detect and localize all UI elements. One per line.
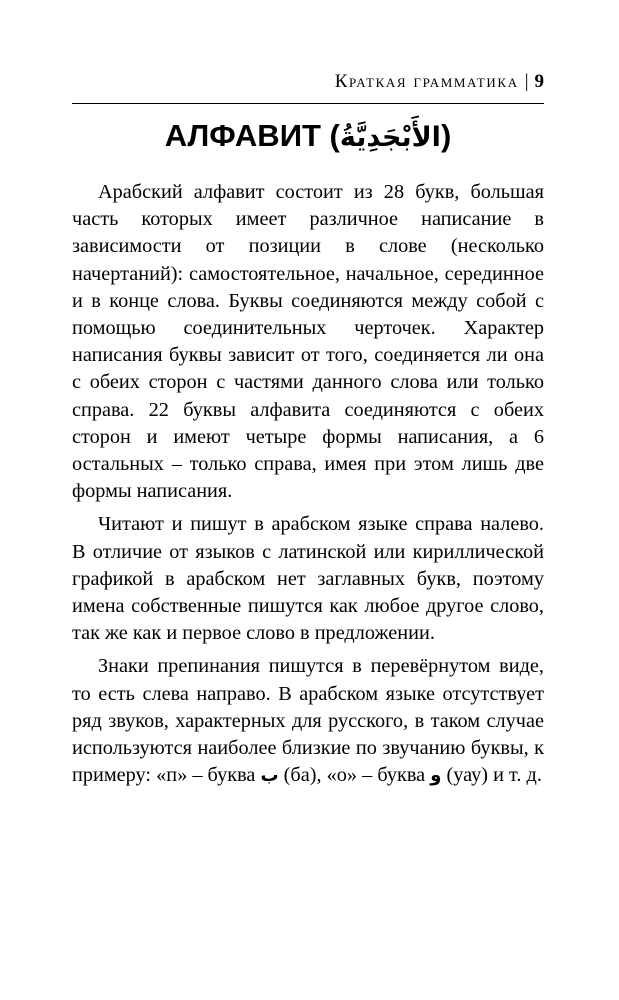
header-rule	[72, 103, 544, 104]
section-title: Краткая грамматика	[334, 71, 519, 92]
header-separator: |	[524, 71, 529, 92]
paragraph-punctuation-part2: (ба), «о» – буква	[283, 764, 426, 787]
paragraph-alphabet: Арабский алфавит состоит из 28 букв, большая часть которых имеет различное написание в зависимости от позиции в слове (несколько начертаний): самостоятельное, начальное, серединное и в конце слова. Буквы соединяются между собой с помощью соединительных черточек. Характер написания буквы зависит от того, соединяется ли она с обеих сторон с частями данного слова или только справа. 22 буквы алфавита соединяются с обеих сторон и имеют четыре формы написания, а 6 остальных – только справа, имея при этом лишь две формы написания.	[72, 181, 544, 503]
paragraph-punctuation-part1: Знаки препинания пишутся в перевёрнутом виде, то есть слева направо. В арабском языке отсутствует ряд звуков, характерных для русского, в таком случае используются наиболее близкие по звучанию буквы, к примеру: «п» – буква	[72, 655, 544, 787]
chapter-title-arabic: الأَبْجَدِيَّةُ	[339, 122, 441, 153]
paragraph-punctuation-part3: (уау) и т. д.	[446, 764, 542, 787]
arabic-letter-ba: ب	[260, 765, 279, 787]
page-number: 9	[534, 71, 544, 92]
body-text	[72, 179, 544, 795]
chapter-title-paren-close: )	[440, 118, 452, 153]
running-header	[72, 70, 544, 94]
chapter-title-text: АЛФАВИТ	[164, 118, 321, 153]
paragraph-punctuation	[72, 653, 544, 789]
chapter-title	[72, 114, 544, 160]
chapter-title-paren-open: (	[329, 118, 340, 153]
paragraph-reading-direction: Читают и пишут в арабском языке справа налево. В отличие от языков с латинской или кириллической графикой в арабском нет заглавных букв, поэтому имена собственные пишутся как любое другое слово, так же как и первое слово в предложении.	[72, 513, 544, 645]
arabic-letter-waw: و	[430, 765, 442, 787]
